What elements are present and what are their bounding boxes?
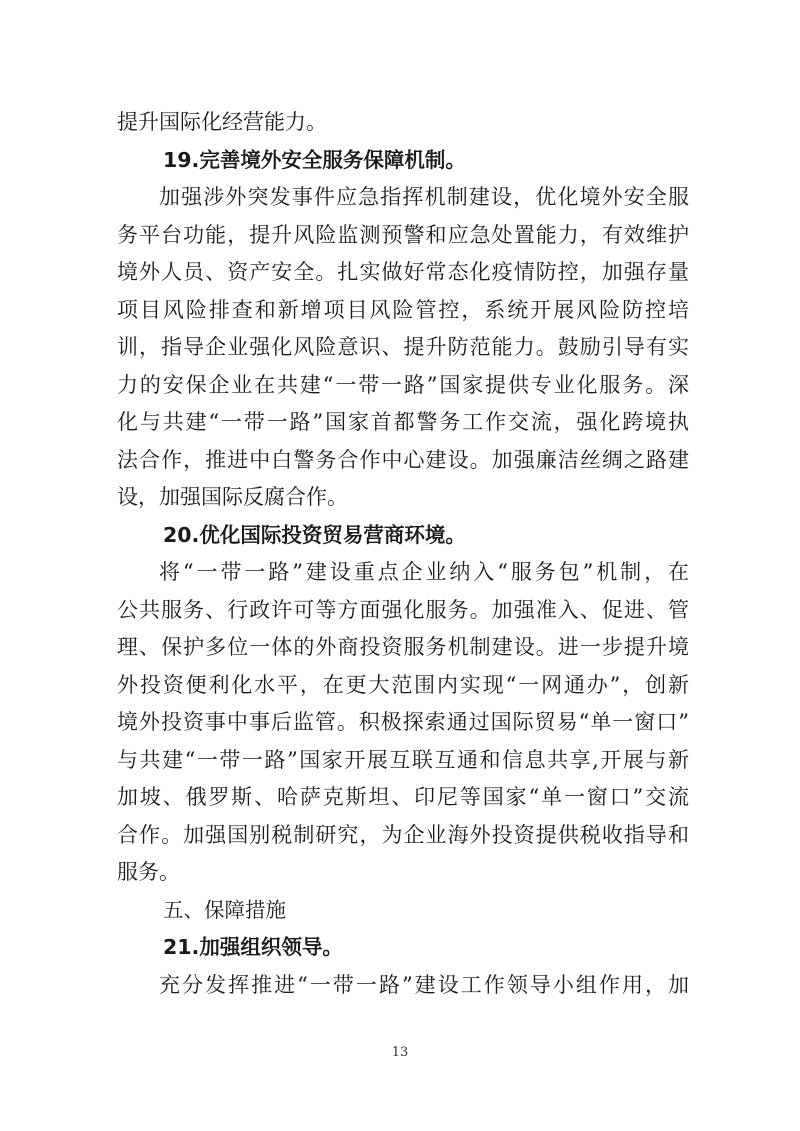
paragraph-line: 理、保护多位一体的外商投资服务机制建设。进一步提升境 <box>117 635 689 659</box>
paragraph-line: 境外投资事中事后监管。积极探索通过国际贸易“单一窗口” <box>117 710 689 734</box>
subsection-heading: 20.优化国际投资贸易营商环境。 <box>163 522 466 547</box>
paragraph-last-line: 服务。 <box>117 860 180 884</box>
document-body <box>117 104 689 1004</box>
paragraph-line: 境外人员、资产安全。扎实做好常态化疫情防控，加强存量 <box>117 260 689 284</box>
paragraph-line: 力的安保企业在共建“一带一路”国家提供专业化服务。深 <box>117 372 689 397</box>
paragraph-line: 公共服务、行政许可等方面强化服务。加强准入、促进、管 <box>117 597 689 622</box>
subsection-heading: 19.完善境外安全服务保障机制。 <box>163 147 466 172</box>
paragraph-line: 加坡、俄罗斯、哈萨克斯坦、印尼等国家“单一窗口”交流 <box>117 785 689 809</box>
paragraph-line: 务平台功能，提升风险监测预警和应急处置能力，有效维护 <box>117 222 689 247</box>
paragraph-line: 合作。加强国别税制研究，为企业海外投资提供税收指导和 <box>117 822 689 847</box>
subsection-heading: 21.加强组织领导。 <box>163 935 343 959</box>
section-heading: 五、保障措施 <box>163 897 286 922</box>
paragraph-first-line: 加强涉外突发事件应急指挥机制建设，优化境外安全服 <box>159 185 689 209</box>
paragraph-line: 外投资便利化水平，在更大范围内实现“一网通办”，创新 <box>117 672 689 697</box>
paragraph-line: 法合作，推进中白警务合作中心建设。加强廉洁丝绸之路建 <box>117 447 689 472</box>
paragraph-line: 项目风险排查和新增项目风险管控，系统开展风险防控培 <box>117 297 689 322</box>
paragraph-line: 与共建“一带一路”国家开展互联互通和信息共享,开展与新 <box>117 747 689 772</box>
paragraph-line: 化与共建“一带一路”国家首都警务工作交流，强化跨境执 <box>117 410 689 434</box>
paragraph-first-line: 充分发挥推进“一带一路”建设工作领导小组作用，加 <box>159 972 689 997</box>
paragraph-line: 训，指导企业强化风险意识、提升防范能力。鼓励引导有实 <box>117 335 689 359</box>
page-number: 13 <box>391 1045 409 1060</box>
paragraph-first-line: 将“一带一路”建设重点企业纳入“服务包”机制，在 <box>159 560 689 584</box>
paragraph-last-line: 提升国际化经营能力。 <box>117 110 327 134</box>
paragraph-last-line: 设，加强国际反腐合作。 <box>117 485 348 509</box>
